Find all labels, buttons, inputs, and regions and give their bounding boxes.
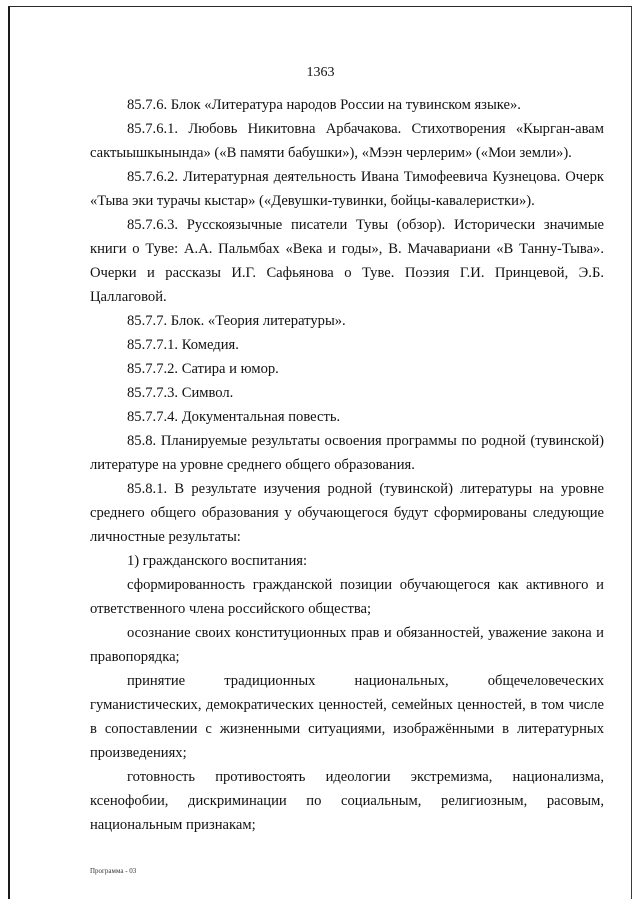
paragraph-kuznetsov: 85.7.6.2. Литературная деятельность Ивана Тимофеевича Кузнецова. Очерк «Тыва эки турачы кыстар» («Девушки-тувинки, бойцы-кавалеристки»). [90, 169, 604, 209]
paragraph-traditional-values: принятие традиционных национальных, общечеловеческих гуманистических, демократических ценностей, семейных ценностей, в том числе в сопоставлении с жизненными ситуациями, изображёнными в литературных произведениях; [90, 673, 604, 761]
paragraph-arbachakova: 85.7.6.1. Любовь Никитовна Арбачакова. Стихотворения «Кырган-авам сактыышкынында» («В памяти бабушки»), «Мээн черлерим» («Мои земли»). [90, 121, 604, 161]
document-page [8, 6, 632, 899]
page-footer: Программа - 03 [90, 867, 137, 875]
paragraph-comedy: 85.7.7.1. Комедия. [127, 337, 239, 353]
paragraph-personal-results: 85.8.1. В результате изучения родной (тувинской) литературы на уровне среднего общего образования у обучающегося будут сформированы следующие личностные результаты: [90, 481, 604, 545]
paragraph-counter-extremism: готовность противостоять идеологии экстремизма, национализма, ксенофобии, дискриминации по социальным, религиозным, расовым, национальным признакам; [90, 769, 604, 833]
document-body [90, 93, 604, 837]
paragraph-theory-heading: 85.7.7. Блок. «Теория литературы». [127, 313, 346, 329]
paragraph-satire: 85.7.7.2. Сатира и юмор. [127, 361, 279, 377]
paragraph-block-heading: 85.7.6. Блок «Литература народов России на тувинском языке». [127, 97, 521, 113]
paragraph-civic-position: сформированность гражданской позиции обучающегося как активного и ответственного члена российского общества; [90, 577, 604, 617]
paragraph-constitutional-rights: осознание своих конституционных прав и обязанностей, уважение закона и правопорядка; [90, 625, 604, 665]
paragraph-civic-education: 1) гражданского воспитания: [127, 553, 308, 569]
paragraph-planned-results: 85.8. Планируемые результаты освоения программы по родной (тувинской) литературе на уровне среднего общего образования. [90, 433, 604, 473]
paragraph-russian-writers: 85.7.6.3. Русскоязычные писатели Тувы (обзор). Исторически значимые книги о Туве: А.А. Пальмбах «Века и годы», В. Мачавариани «В Танну-Тыва». Очерки и рассказы И.Г. Сафьянова о Туве. Поэзия Г.И. Принцевой, Э.Б. Цаллаговой. [90, 217, 604, 305]
paragraph-documentary: 85.7.7.4. Документальная повесть. [127, 409, 341, 425]
paragraph-symbol: 85.7.7.3. Символ. [127, 385, 234, 401]
page-number: 1363 [306, 65, 335, 80]
